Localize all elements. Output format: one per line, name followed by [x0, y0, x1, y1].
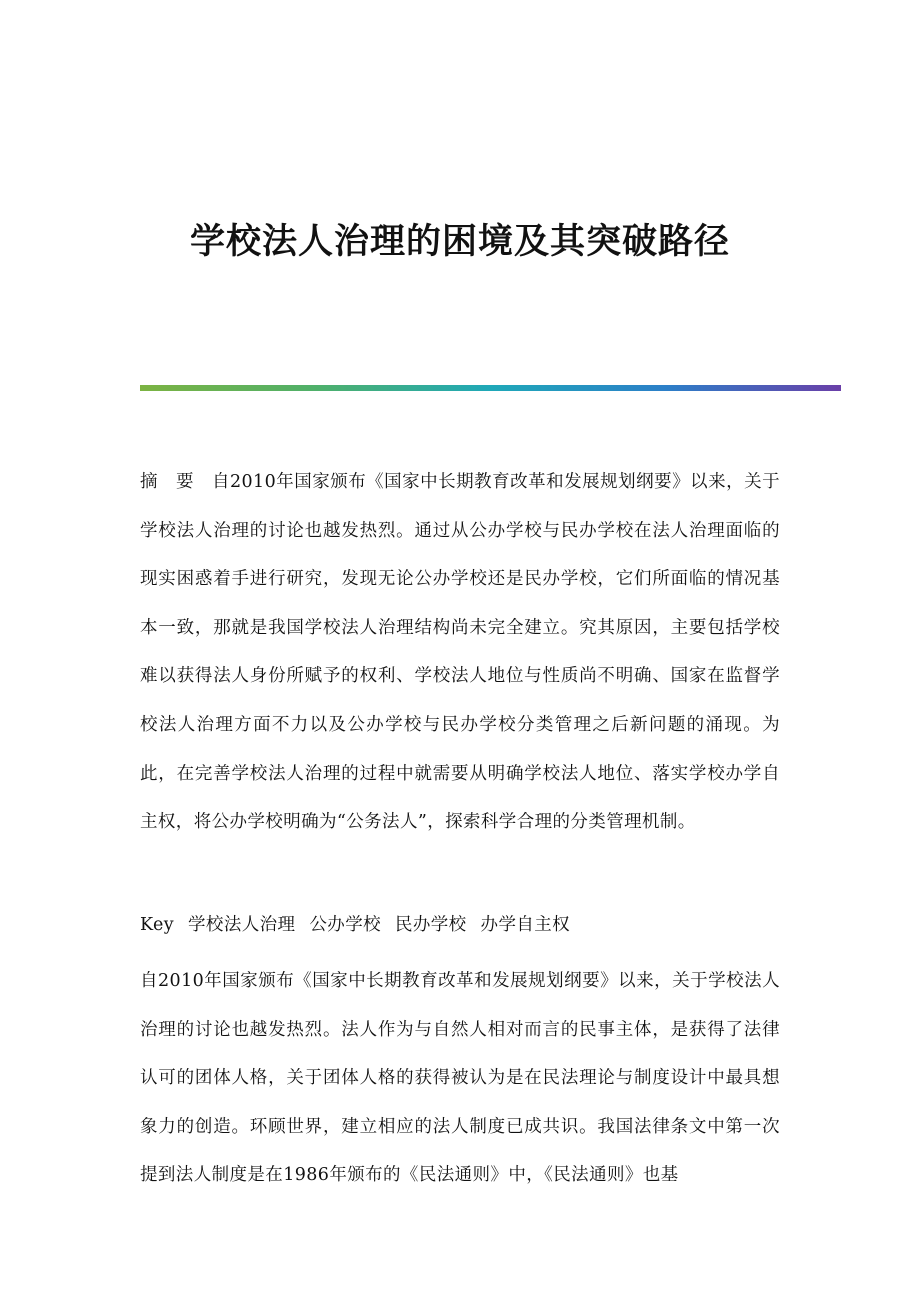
keywords-line: [140, 901, 780, 950]
keyword-item: 公办学校: [309, 915, 381, 935]
keyword-item: 办学自主权: [480, 915, 571, 935]
keyword-item: 民办学校: [394, 915, 467, 935]
keywords-label: Key: [140, 915, 175, 935]
document-title: 学校法人治理的困境及其突破路径: [189, 221, 730, 262]
keyword-item: 学校法人治理: [188, 915, 296, 935]
body-paragraph: 自2010年国家颁布《国家中长期教育改革和发展规划纲要》以来，关于学校法人治理的讨论也越发热烈。法人作为与自然人相对而言的民事主体，是获得了法律认可的团体人格，关于团体人格的获得被认为是在民法理论与制度设计中最具想象力的创造。环顾世界，建立相应的法人制度已成共识。我国法律条文中第一次提到法人制度是在1986年颁布的《民法通则》中，《民法通则》也基: [140, 971, 780, 1186]
title-divider: [140, 385, 841, 391]
abstract-paragraph: 摘 要 自2010年国家颁布《国家中长期教育改革和发展规划纲要》以来，关于学校法人治理的讨论也越发热烈。通过从公办学校与民办学校在法人治理面临的现实困惑着手进行研究，发现无论公办学校还是民办学校，它们所面临的情况基本一致，那就是我国学校法人治理结构尚未完全建立。究其原因，主要包括学校难以获得法人身份所赋予的权利、学校法人地位与性质尚不明确、国家在监督学校法人治理方面不力以及公办学校与民办学校分类管理之后新问题的涌现。为此，在完善学校法人治理的过程中就需要从明确学校法人地位、落实学校办学自主权，将公办学校明确为“公务法人”，探索科学合理的分类管理机制。: [140, 472, 780, 833]
